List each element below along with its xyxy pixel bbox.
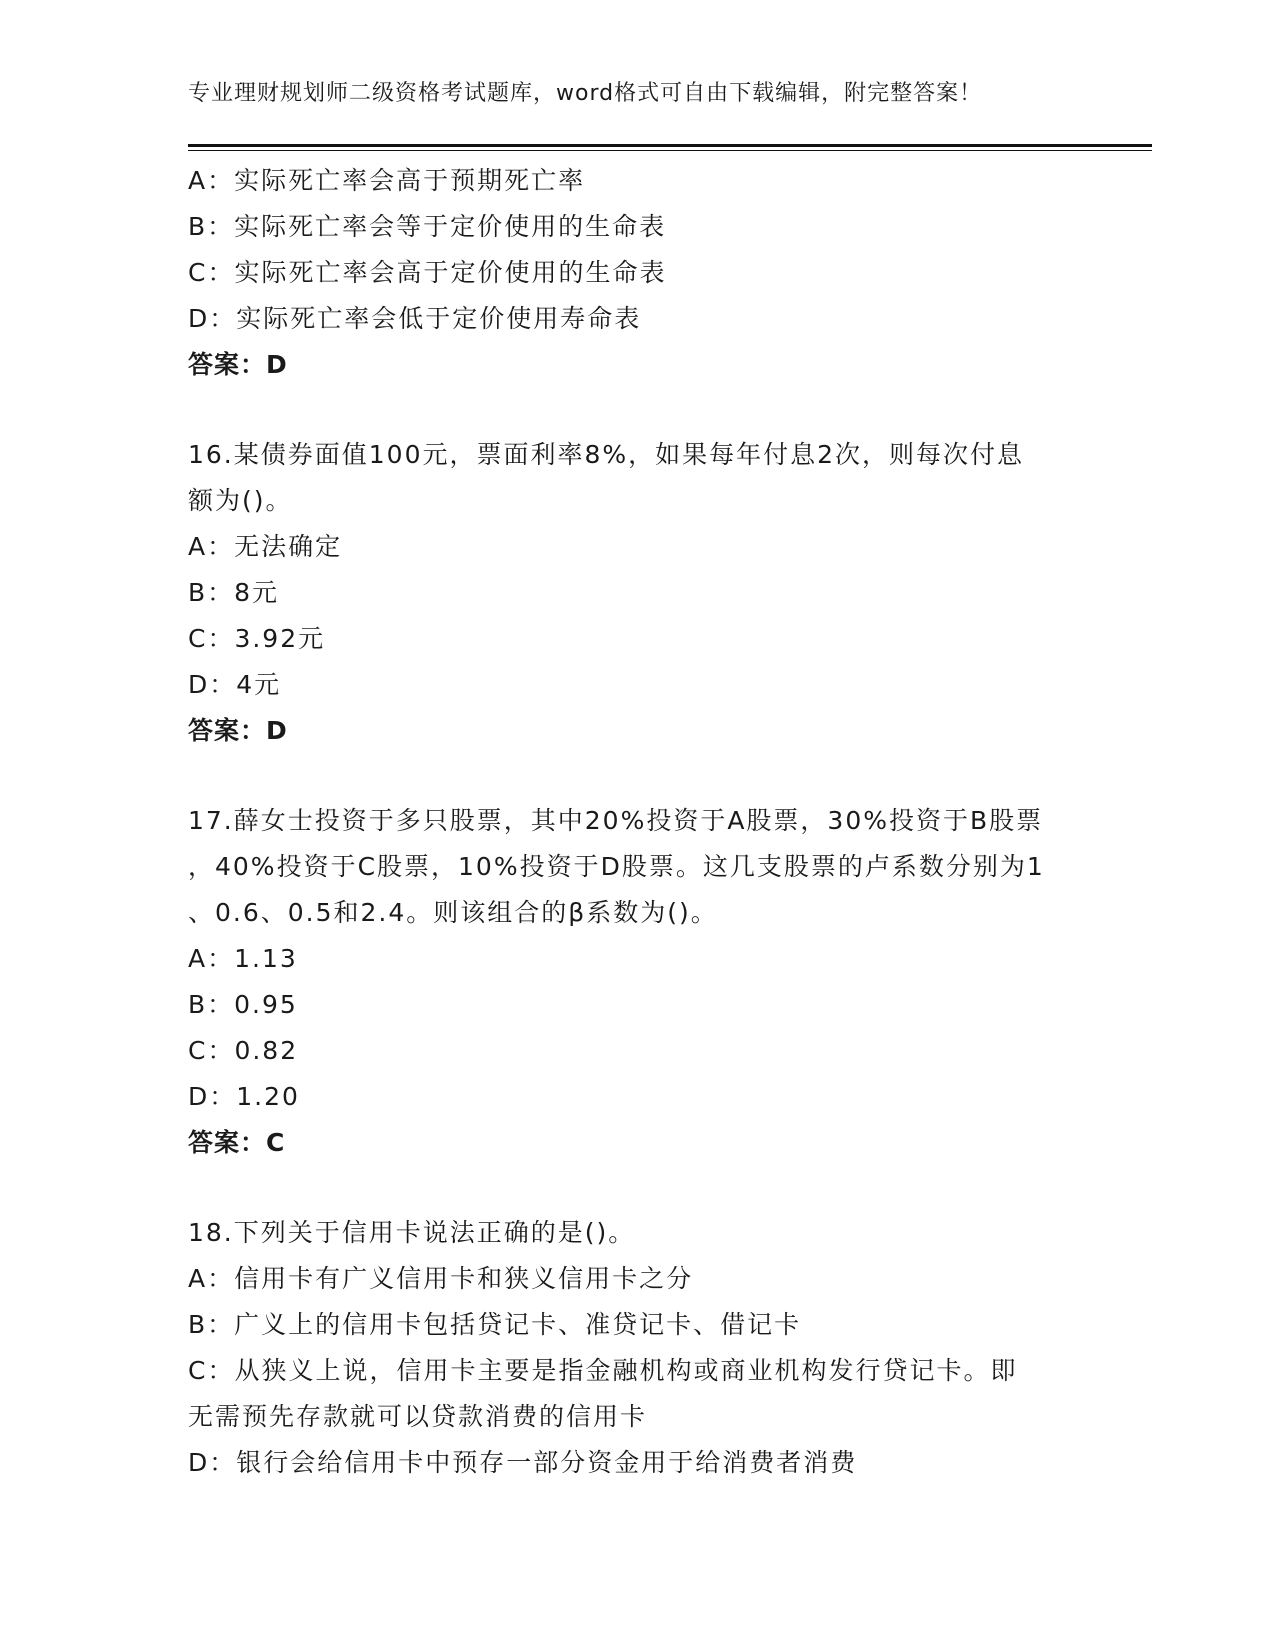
option-b: B：实际死亡率会等于定价使用的生命表	[188, 212, 667, 241]
question-stem: 17.薛女士投资于多只股票，其中20%投资于A股票，30%投资于B股票	[188, 806, 1044, 835]
question-stem: 额为()。	[188, 486, 293, 515]
question-stem: 、0.6、0.5和2.4。则该组合的β系数为()。	[188, 898, 718, 927]
option-b: B：8元	[188, 578, 280, 607]
answer-line: 答案：D	[188, 350, 288, 379]
option-c: C：3.92元	[188, 624, 326, 653]
option-c: C：0.82	[188, 1036, 299, 1065]
option-d: D：1.20	[188, 1082, 300, 1111]
option-a: A：1.13	[188, 944, 298, 973]
option-d: D：银行会给信用卡中预存一部分资金用于给消费者消费	[188, 1448, 858, 1477]
option-d: D：实际死亡率会低于定价使用寿命表	[188, 304, 642, 333]
question-15	[188, 158, 1088, 388]
question-18	[188, 1210, 1088, 1486]
question-17	[188, 798, 1088, 1166]
spacer	[188, 754, 1088, 798]
question-16	[188, 432, 1088, 754]
option-a: A：信用卡有广义信用卡和狭义信用卡之分	[188, 1264, 694, 1293]
spacer	[188, 388, 1088, 432]
option-c-continued: 无需预先存款就可以贷款消费的信用卡	[188, 1402, 648, 1431]
option-a: A：实际死亡率会高于预期死亡率	[188, 166, 586, 195]
question-content	[188, 158, 1088, 1486]
question-stem: 18.下列关于信用卡说法正确的是()。	[188, 1218, 636, 1247]
option-d: D：4元	[188, 670, 282, 699]
spacer	[188, 1166, 1088, 1210]
page-header: 专业理财规划师二级资格考试题库，word格式可自由下载编辑，附完整答案！	[188, 81, 983, 106]
header-divider	[188, 144, 1152, 147]
question-stem: ，40%投资于C股票，10%投资于D股票。这几支股票的卢系数分别为1	[188, 852, 1045, 881]
question-stem: 16.某债券面值100元，票面利率8%，如果每年付息2次，则每次付息	[188, 440, 1025, 469]
option-c: C：从狭义上说，信用卡主要是指金融机构或商业机构发行贷记卡。即	[188, 1356, 1018, 1385]
answer-line: 答案：C	[188, 1128, 286, 1157]
option-a: A：无法确定	[188, 532, 343, 561]
header-divider-thin	[188, 150, 1152, 151]
option-b: B：0.95	[188, 990, 298, 1019]
option-b: B：广义上的信用卡包括贷记卡、准贷记卡、借记卡	[188, 1310, 802, 1339]
answer-line: 答案：D	[188, 716, 288, 745]
option-c: C：实际死亡率会高于定价使用的生命表	[188, 258, 667, 287]
